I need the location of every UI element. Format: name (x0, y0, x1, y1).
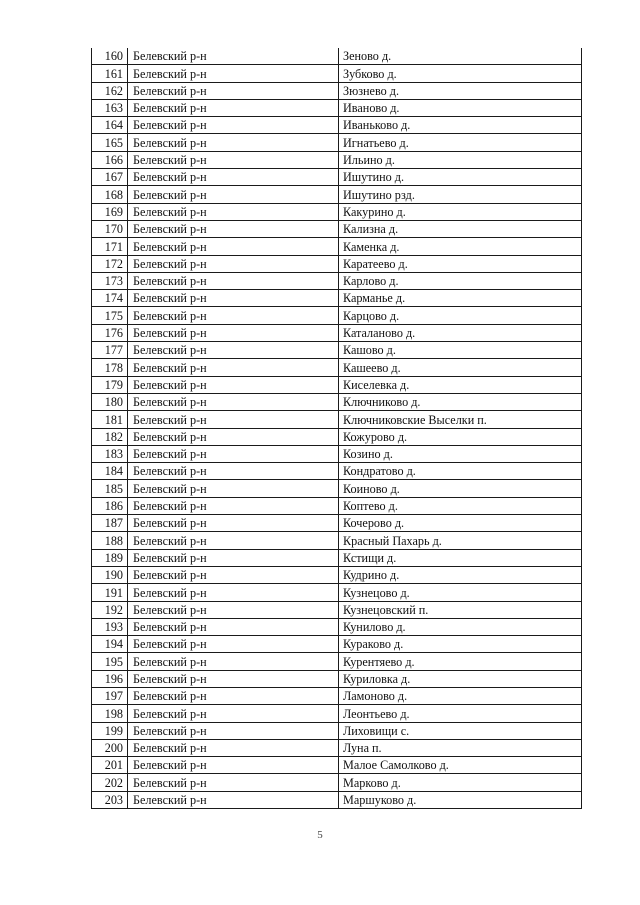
table-row (92, 670, 582, 687)
table-row (92, 48, 582, 65)
table-row (92, 169, 582, 186)
table-row (92, 307, 582, 324)
settlement-cell: Леонтьево д. (339, 705, 582, 722)
row-number: 189 (92, 549, 128, 566)
table-row (92, 324, 582, 341)
settlement-cell: Карлово д. (339, 272, 582, 289)
settlement-cell: Каратеево д. (339, 255, 582, 272)
row-number: 182 (92, 428, 128, 445)
district-cell: Белевский р-н (128, 532, 339, 549)
district-cell: Белевский р-н (128, 376, 339, 393)
settlement-cell: Ключниково д. (339, 393, 582, 410)
settlements-table (91, 48, 582, 809)
row-number: 192 (92, 601, 128, 618)
row-number: 203 (92, 791, 128, 808)
district-cell: Белевский р-н (128, 549, 339, 566)
table-body (92, 48, 582, 809)
settlement-cell: Ламоново д. (339, 687, 582, 704)
table-row (92, 532, 582, 549)
settlement-cell: Кудрино д. (339, 566, 582, 583)
row-number: 184 (92, 463, 128, 480)
district-cell: Белевский р-н (128, 601, 339, 618)
table-row (92, 393, 582, 410)
row-number: 160 (92, 48, 128, 65)
district-cell: Белевский р-н (128, 48, 339, 65)
row-number: 177 (92, 342, 128, 359)
settlement-cell: Кализна д. (339, 220, 582, 237)
settlement-cell: Луна п. (339, 739, 582, 756)
table-row (92, 151, 582, 168)
district-cell: Белевский р-н (128, 584, 339, 601)
row-number: 175 (92, 307, 128, 324)
row-number: 195 (92, 653, 128, 670)
row-number: 199 (92, 722, 128, 739)
settlement-cell: Ишутино д. (339, 169, 582, 186)
settlement-cell: Кунилово д. (339, 618, 582, 635)
row-number: 167 (92, 169, 128, 186)
settlement-cell: Куриловка д. (339, 670, 582, 687)
row-number: 172 (92, 255, 128, 272)
table-row (92, 376, 582, 393)
district-cell: Белевский р-н (128, 324, 339, 341)
table-row (92, 65, 582, 82)
table-row (92, 359, 582, 376)
district-cell: Белевский р-н (128, 705, 339, 722)
row-number: 196 (92, 670, 128, 687)
settlement-cell: Малое Самолково д. (339, 757, 582, 774)
table-row (92, 705, 582, 722)
district-cell: Белевский р-н (128, 515, 339, 532)
row-number: 162 (92, 82, 128, 99)
row-number: 171 (92, 238, 128, 255)
row-number: 166 (92, 151, 128, 168)
district-cell: Белевский р-н (128, 151, 339, 168)
district-cell: Белевский р-н (128, 169, 339, 186)
row-number: 168 (92, 186, 128, 203)
table-row (92, 774, 582, 791)
settlement-cell: Карцово д. (339, 307, 582, 324)
table-row (92, 722, 582, 739)
settlement-cell: Кашеево д. (339, 359, 582, 376)
district-cell: Белевский р-н (128, 774, 339, 791)
district-cell: Белевский р-н (128, 342, 339, 359)
row-number: 170 (92, 220, 128, 237)
table-row (92, 255, 582, 272)
settlement-cell: Кураково д. (339, 636, 582, 653)
table-row (92, 117, 582, 134)
row-number: 193 (92, 618, 128, 635)
district-cell: Белевский р-н (128, 82, 339, 99)
district-cell: Белевский р-н (128, 65, 339, 82)
district-cell: Белевский р-н (128, 134, 339, 151)
settlement-cell: Зубково д. (339, 65, 582, 82)
table-row (92, 220, 582, 237)
settlement-cell: Зюзнево д. (339, 82, 582, 99)
district-cell: Белевский р-н (128, 186, 339, 203)
district-cell: Белевский р-н (128, 445, 339, 462)
settlement-cell: Какурино д. (339, 203, 582, 220)
district-cell: Белевский р-н (128, 238, 339, 255)
district-cell: Белевский р-н (128, 670, 339, 687)
table-row (92, 515, 582, 532)
row-number: 176 (92, 324, 128, 341)
row-number: 163 (92, 99, 128, 116)
settlement-cell: Зеново д. (339, 48, 582, 65)
row-number: 200 (92, 739, 128, 756)
table-row (92, 757, 582, 774)
table-row (92, 411, 582, 428)
table-row (92, 272, 582, 289)
district-cell: Белевский р-н (128, 463, 339, 480)
district-cell: Белевский р-н (128, 497, 339, 514)
row-number: 179 (92, 376, 128, 393)
settlement-cell: Кстищи д. (339, 549, 582, 566)
district-cell: Белевский р-н (128, 636, 339, 653)
row-number: 169 (92, 203, 128, 220)
settlement-cell: Кочерово д. (339, 515, 582, 532)
settlement-cell: Каменка д. (339, 238, 582, 255)
district-cell: Белевский р-н (128, 428, 339, 445)
row-number: 185 (92, 480, 128, 497)
row-number: 187 (92, 515, 128, 532)
table-row (92, 99, 582, 116)
row-number: 191 (92, 584, 128, 601)
district-cell: Белевский р-н (128, 566, 339, 583)
table-row (92, 739, 582, 756)
district-cell: Белевский р-н (128, 290, 339, 307)
settlement-cell: Кузнецово д. (339, 584, 582, 601)
district-cell: Белевский р-н (128, 411, 339, 428)
table-row (92, 653, 582, 670)
settlement-cell: Кожурово д. (339, 428, 582, 445)
district-cell: Белевский р-н (128, 117, 339, 134)
settlement-cell: Карманье д. (339, 290, 582, 307)
district-cell: Белевский р-н (128, 307, 339, 324)
settlement-cell: Ишутино рзд. (339, 186, 582, 203)
table-row (92, 480, 582, 497)
district-cell: Белевский р-н (128, 687, 339, 704)
row-number: 181 (92, 411, 128, 428)
table-row (92, 290, 582, 307)
row-number: 202 (92, 774, 128, 791)
table-row (92, 203, 582, 220)
district-cell: Белевский р-н (128, 272, 339, 289)
row-number: 180 (92, 393, 128, 410)
settlement-cell: Иваново д. (339, 99, 582, 116)
settlement-cell: Марково д. (339, 774, 582, 791)
row-number: 194 (92, 636, 128, 653)
table-row (92, 791, 582, 808)
settlement-cell: Ильино д. (339, 151, 582, 168)
settlement-cell: Кашово д. (339, 342, 582, 359)
table-row (92, 584, 582, 601)
settlement-cell: Красный Пахарь д. (339, 532, 582, 549)
row-number: 197 (92, 687, 128, 704)
table-row (92, 618, 582, 635)
row-number: 183 (92, 445, 128, 462)
table-row (92, 497, 582, 514)
settlement-cell: Иваньково д. (339, 117, 582, 134)
row-number: 165 (92, 134, 128, 151)
district-cell: Белевский р-н (128, 99, 339, 116)
table-row (92, 463, 582, 480)
settlement-cell: Кондратово д. (339, 463, 582, 480)
district-cell: Белевский р-н (128, 255, 339, 272)
row-number: 188 (92, 532, 128, 549)
table-row (92, 687, 582, 704)
settlement-cell: Игнатьево д. (339, 134, 582, 151)
district-cell: Белевский р-н (128, 791, 339, 808)
table-row (92, 445, 582, 462)
district-cell: Белевский р-н (128, 739, 339, 756)
table-row (92, 428, 582, 445)
settlement-cell: Киселевка д. (339, 376, 582, 393)
row-number: 161 (92, 65, 128, 82)
settlement-cell: Курентяево д. (339, 653, 582, 670)
row-number: 173 (92, 272, 128, 289)
district-cell: Белевский р-н (128, 757, 339, 774)
district-cell: Белевский р-н (128, 480, 339, 497)
settlement-cell: Лиховищи с. (339, 722, 582, 739)
settlement-cell: Каталаново д. (339, 324, 582, 341)
table-row (92, 134, 582, 151)
table-row (92, 566, 582, 583)
table-row (92, 549, 582, 566)
page-number: 5 (317, 829, 323, 841)
row-number: 186 (92, 497, 128, 514)
district-cell: Белевский р-н (128, 393, 339, 410)
district-cell: Белевский р-н (128, 653, 339, 670)
table-row (92, 186, 582, 203)
row-number: 174 (92, 290, 128, 307)
district-cell: Белевский р-н (128, 203, 339, 220)
table-row (92, 82, 582, 99)
row-number: 164 (92, 117, 128, 134)
table-row (92, 636, 582, 653)
settlement-cell: Ключниковские Выселки п. (339, 411, 582, 428)
settlement-cell: Коиново д. (339, 480, 582, 497)
table-row (92, 238, 582, 255)
row-number: 198 (92, 705, 128, 722)
settlement-cell: Кузнецовский п. (339, 601, 582, 618)
row-number: 201 (92, 757, 128, 774)
row-number: 178 (92, 359, 128, 376)
settlement-cell: Коптево д. (339, 497, 582, 514)
settlement-cell: Маршуково д. (339, 791, 582, 808)
district-cell: Белевский р-н (128, 722, 339, 739)
district-cell: Белевский р-н (128, 618, 339, 635)
table-row (92, 342, 582, 359)
table-row (92, 601, 582, 618)
row-number: 190 (92, 566, 128, 583)
settlement-cell: Козино д. (339, 445, 582, 462)
district-cell: Белевский р-н (128, 220, 339, 237)
district-cell: Белевский р-н (128, 359, 339, 376)
